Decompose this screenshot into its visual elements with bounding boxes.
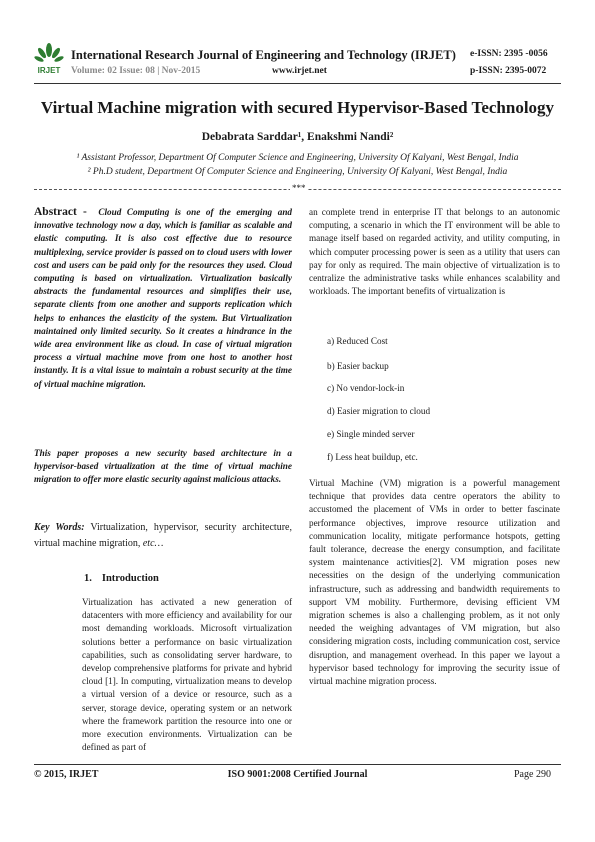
abstract-heading: Abstract - <box>34 206 87 218</box>
section-title: Introduction <box>101 573 159 584</box>
page-number: Page 290 <box>514 769 551 780</box>
introduction-paragraph: Virtualization has activated a new generation of datacenters with more efficiency and availability for our most demanding workloads. Microsoft virtualization solutions better a performance on basic virtualization capabilities, such as consolidating server hardware, to develop comprehensive platforms for private and hybrid cloud [1]. In computing, virtualization means to develop a virtual version of a device or resource, such as a server, storage device, operating system or an network where the framework partition the resource into one or more execution environments. Virtualization can be defined as part of <box>82 597 292 753</box>
p-issn: p-ISSN: 2395-0072 <box>470 66 547 76</box>
vm-migration-paragraph: Virtual Machine (VM) migration is a powerful management technique that provides data centre operators the ability to accustomed the placement of VMs in order to better fascinate performance objectives, improve resource utilization and communication locality, mitigate performance hotspots, getting fault tolerance, decrease the energy consumption, and facilitate system maintenance activities[2]. VM migration poses new necessities on the design of the underlying communication infrastructure, such as addressing and bandwidth requirements to support VM mobility. Furthermore, devising efficient VM migration schemes is also a challenging problem, as it not only needed the weighing advantages of VM migration, but also considering migration costs, including communication cost, service disruption, and management overhead. In this paper we layout a hypervisor based technology for improving the security issue of virtual machine migration process. <box>309 478 560 687</box>
abstract-text: Cloud Computing is one of the emerging and innovative technology now a day, which is familiar as scalable and elastic computing. It is also cost effective due to resource multiplexing, service provider is passed on to cloud users with lower cost and users can be paid only for the resources they used. Cloud computing is based on virtualization. Virtualization basically abstracts the fundamental resources and simplifies their use, separate clients from one another and supports replication which helps to enhances the elasticity of the system. But Virtualization maintained only limited security. So it creates a hindrance in the wide area environment like as cloud. In case of virtual migration process a virtual machine move from one host to another host instantly. It is a vital issue to maintain a robust security at the time of virtual machine migration. <box>34 207 293 389</box>
abstract-paragraph-2: This paper proposes a new security based architecture in a hypervisor-based virtualization at the time of virtual machine migration to offer more elastic security against malicious attacks. <box>34 448 292 485</box>
keywords-text: Virtualization, hypervisor, security architecture, virtual machine migration, <box>34 522 292 549</box>
leaf-icon <box>34 43 64 63</box>
affiliation-2: ² Ph.D student, Department Of Computer Science and Engineering, University Of Kalyani, West Bengal, India <box>87 167 508 177</box>
benefit-item: f) Less heat buildup, etc. <box>327 452 418 462</box>
footer-rule <box>34 764 561 765</box>
benefit-item: d) Easier migration to cloud <box>327 406 431 416</box>
volume-issue: Volume: 02 Issue: 08 | Nov-2015 <box>71 66 201 76</box>
section-number: 1. <box>84 573 92 584</box>
e-issn: e-ISSN: 2395 -0056 <box>470 49 548 59</box>
abstract <box>34 206 292 391</box>
authors: Debabrata Sarddar¹, Enakshmi Nandi² <box>201 131 394 143</box>
journal-website[interactable]: www.irjet.net <box>272 66 327 76</box>
affiliation-1: ¹ Assistant Professor, Department Of Computer Science and Engineering, University Of Kalyani, West Bengal, India <box>76 153 519 163</box>
section-heading-introduction <box>84 573 159 584</box>
separator-stars: *** <box>292 183 306 193</box>
benefit-item: c) No vendor-lock-in <box>327 383 405 393</box>
benefit-item: e) Single minded server <box>327 429 415 439</box>
keywords-label: Key Words: <box>34 522 85 533</box>
right-column-paragraph-1: an complete trend in enterprise IT that belongs to an autonomic computing, a scenario in which the IT environment will be able to manage itself based on regarded activity, and utility computing, in which computer processing power is seen as a utility that users can pay for only as required. The main objective of virtualization is to centralize the administrative tasks while enhances scalability and workloads. The important benefits of virtualization is <box>309 207 560 297</box>
paper-title: Virtual Machine migration with secured Hypervisor-Based Technology <box>40 98 555 117</box>
journal-name: International Research Journal of Engineering and Technology (IRJET) <box>71 48 456 62</box>
benefit-item: b) Easier backup <box>327 361 389 371</box>
footer-certification: ISO 9001:2008 Certified Journal <box>227 769 368 780</box>
benefit-item: a) Reduced Cost <box>327 336 388 346</box>
header-rule <box>34 83 561 84</box>
keywords-etc: etc… <box>142 538 164 549</box>
irjet-logo <box>34 42 64 76</box>
footer-copyright: © 2015, IRJET <box>34 769 99 780</box>
keywords <box>34 520 292 552</box>
logo-text: IRJET <box>37 66 61 75</box>
